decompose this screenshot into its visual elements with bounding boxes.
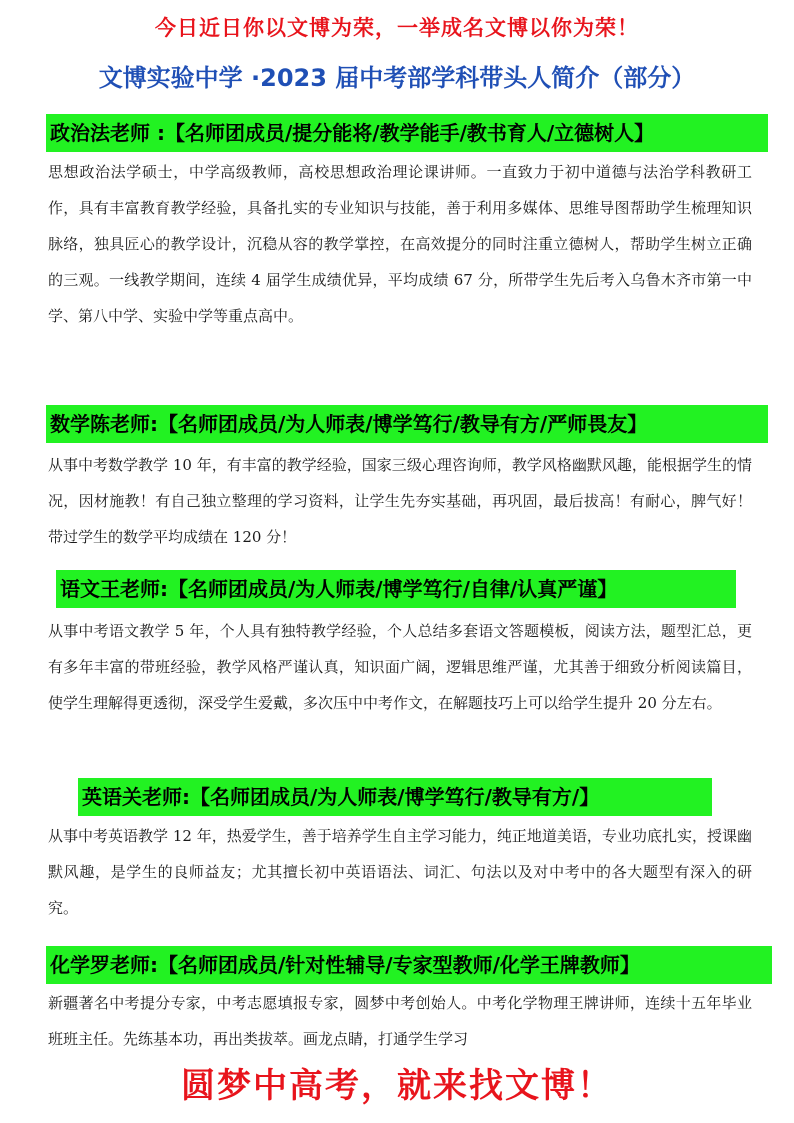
- section-body-math: 从事中考数学教学 10 年，有丰富的教学经验，国家三级心理咨询师，教学风格幽默风趣，能根据学生的情况，因材施教！有自己独立整理的学习资料，让学生先夯实基础，再巩固，最后拔高！有耐心，脾气好！带过学生的数学平均成绩在 120 分！: [48, 456, 752, 546]
- section-body-chinese: 从事中考语文教学 5 年，个人具有独特教学经验，个人总结多套语文答题模板，阅读方法，题型汇总，更有多年丰富的带班经验，教学风格严谨认真，知识面广阔，逻辑思维严谨，尤其善于细致分析阅读篇目，使学生理解得更透彻，深受学生爱戴，多次压中中考作文，在解题技巧上可以给学生提升 20 分左右。: [48, 622, 752, 712]
- section-heading-politics: 政治法老师 :【名师团成员/提分能将/教学能手/教书育人/立德树人】: [46, 114, 768, 152]
- bottom-slogan: 圆梦中高考，就来找文博！: [181, 1066, 613, 1106]
- page-title: 文博实验中学 ·2023 届中考部学科带头人简介（部分）: [98, 64, 696, 92]
- section-heading-chinese: 语文王老师:【名师团成员/为人师表/博学笃行/自律/认真严谨】: [56, 570, 736, 608]
- section-heading-chemistry: 化学罗老师:【名师团成员/针对性辅导/专家型教师/化学王牌教师】: [46, 946, 772, 984]
- section-body-chemistry: 新疆著名中考提分专家，中考志愿填报专家，圆梦中考创始人。中考化学物理王牌讲师，连续十五年毕业班班主任。先练基本功，再出类拔萃。画龙点睛，打通学生学习: [48, 994, 752, 1048]
- section-heading-english: 英语关老师:【名师团成员/为人师表/博学笃行/教导有方/】: [78, 778, 712, 816]
- top-slogan: 今日近日你以文博为荣，一举成名文博以你为荣！: [155, 15, 639, 40]
- section-heading-math: 数学陈老师:【名师团成员/为人师表/博学笃行/教导有方/严师畏友】: [46, 405, 768, 443]
- section-body-politics: 思想政治法学硕士，中学高级教师，高校思想政治理论课讲师。一直致力于初中道德与法治学科教研工作，具有丰富教育教学经验，具备扎实的专业知识与技能，善于利用多媒体、思维导图帮助学生梳理知识脉络，独具匠心的教学设计，沉稳从容的教学掌控，在高效提分的同时注重立德树人，帮助学生树立正确的三观。一线教学期间，连续 4 届学生成绩优异，平均成绩 67 分，所带学生先后考入乌鲁木齐市第一中学、第八中学、实验中学等重点高中。: [48, 163, 752, 325]
- section-body-english: 从事中考英语教学 12 年，热爱学生，善于培养学生自主学习能力，纯正地道美语，专业功底扎实，授课幽默风趣，是学生的良师益友；尤其擅长初中英语语法、词汇、句法以及对中考中的各大题型有深入的研究。: [48, 827, 752, 917]
